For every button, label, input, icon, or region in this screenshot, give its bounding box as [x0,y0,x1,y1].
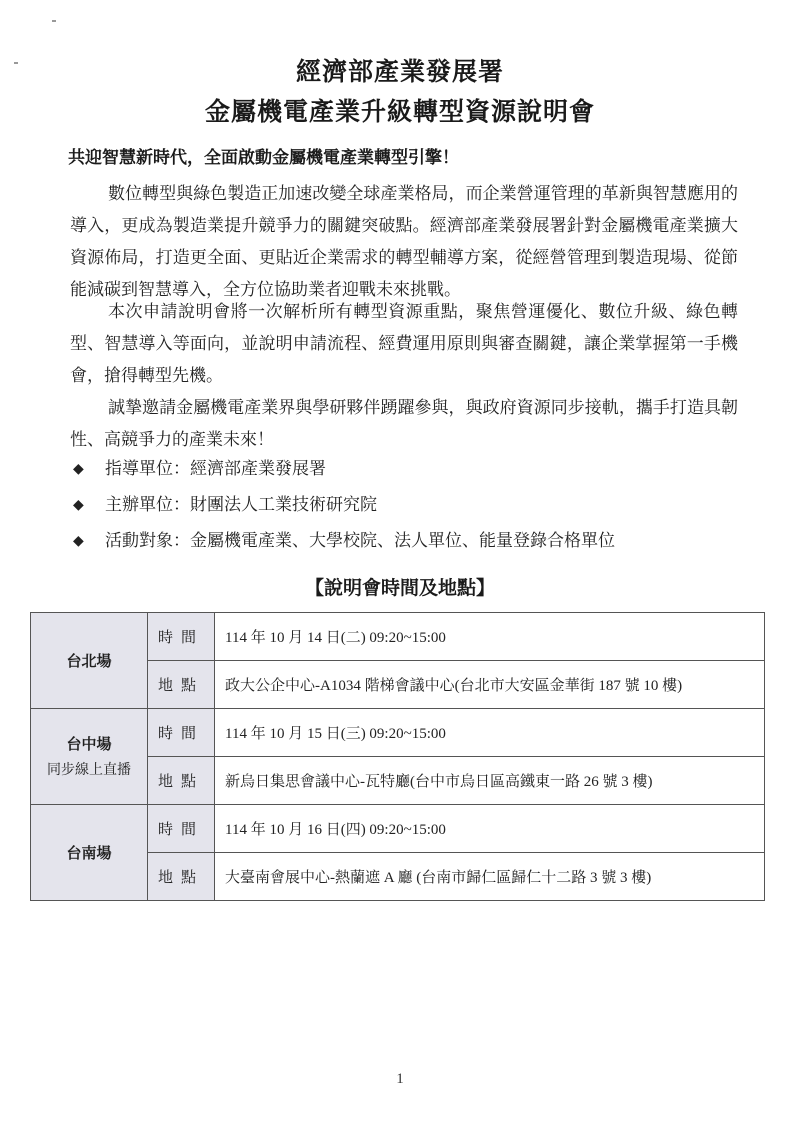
info-bullet-list [73,455,615,563]
session-place: 大臺南會展中心-熱蘭遮 A 廳 (台南市歸仁區歸仁十二路 3 號 3 樓) [215,853,765,901]
schedule-heading: 【說明會時間及地點】 [304,577,495,599]
place-label: 地點 [148,661,215,709]
bullet-text: 活動對象：金屬機電產業、大學校院、法人單位、能量登錄合格單位 [105,531,615,551]
schedule-table [30,612,765,901]
session-time: 114 年 10 月 15 日(三) 09:20~15:00 [215,709,765,757]
intro-paragraph-3: 誠摯邀請金屬機電產業界與學研夥伴踴躍參與，與政府資源同步接軌，攜手打造具韌性、高競爭力的產業未來！ [70,398,738,450]
venue-cell-taipei [31,613,148,709]
table-row [31,709,765,757]
session-place: 政大公企中心-A1034 階梯會議中心(台北市大安區金華街 187 號 10 樓) [215,661,765,709]
scan-speck [52,20,56,22]
document-title-agency: 經濟部產業發展署 [295,57,504,86]
place-label: 地點 [148,757,215,805]
intro-paragraph-2: 本次申請說明會將一次解析所有轉型資源重點，聚焦營運優化、數位升級、綠色轉型、智慧導入等面向，並說明申請流程、經費運用原則與審查關鍵，讓企業掌握第一手機會，搶得轉型先機。 [70,302,738,386]
venue-cell-taichung [31,709,148,805]
place-label: 地點 [148,853,215,901]
slogan: 共迎智慧新時代，全面啟動金屬機電產業轉型引擎！ [68,148,459,168]
time-label: 時間 [148,613,215,661]
bullet-text: 指導單位：經濟部產業發展署 [105,459,326,479]
document-title-event: 金屬機電產業升級轉型資源說明會 [204,97,595,126]
table-row [31,613,765,661]
diamond-icon: ◆ [73,461,84,477]
page-number: 1 [396,1071,404,1087]
venue-name: 台北場 [66,651,112,670]
time-label: 時間 [148,805,215,853]
venue-name: 台南場 [66,843,112,862]
session-place: 新烏日集思會議中心-瓦特廳(台中市烏日區高鐵東一路 26 號 3 樓) [215,757,765,805]
venue-name: 台中場 [66,734,112,753]
bullet-text: 主辦單位：財團法人工業技術研究院 [105,495,377,515]
time-label: 時間 [148,709,215,757]
session-time: 114 年 10 月 14 日(二) 09:20~15:00 [215,613,765,661]
session-time: 114 年 10 月 16 日(四) 09:20~15:00 [215,805,765,853]
diamond-icon: ◆ [73,533,84,549]
venue-note-livestream: 同步線上直播 [47,761,131,778]
diamond-icon: ◆ [73,497,84,513]
bullet-item-audience [73,527,615,563]
bullet-item-organizer [73,491,615,527]
bullet-item-advisor [73,455,615,491]
venue-cell-tainan [31,805,148,901]
intro-paragraph-1: 數位轉型與綠色製造正加速改變全球產業格局，而企業營運管理的革新與智慧應用的導入，更成為製造業提升競爭力的關鍵突破點。經濟部產業發展署針對金屬機電產業擴大資源佈局，打造更全面、更貼近企業需求的轉型輔導方案，從經營管理到製造現場、從節能減碳到智慧導入，全方位協助業者迎戰未來挑戰。 [70,184,738,300]
table-row [31,805,765,853]
